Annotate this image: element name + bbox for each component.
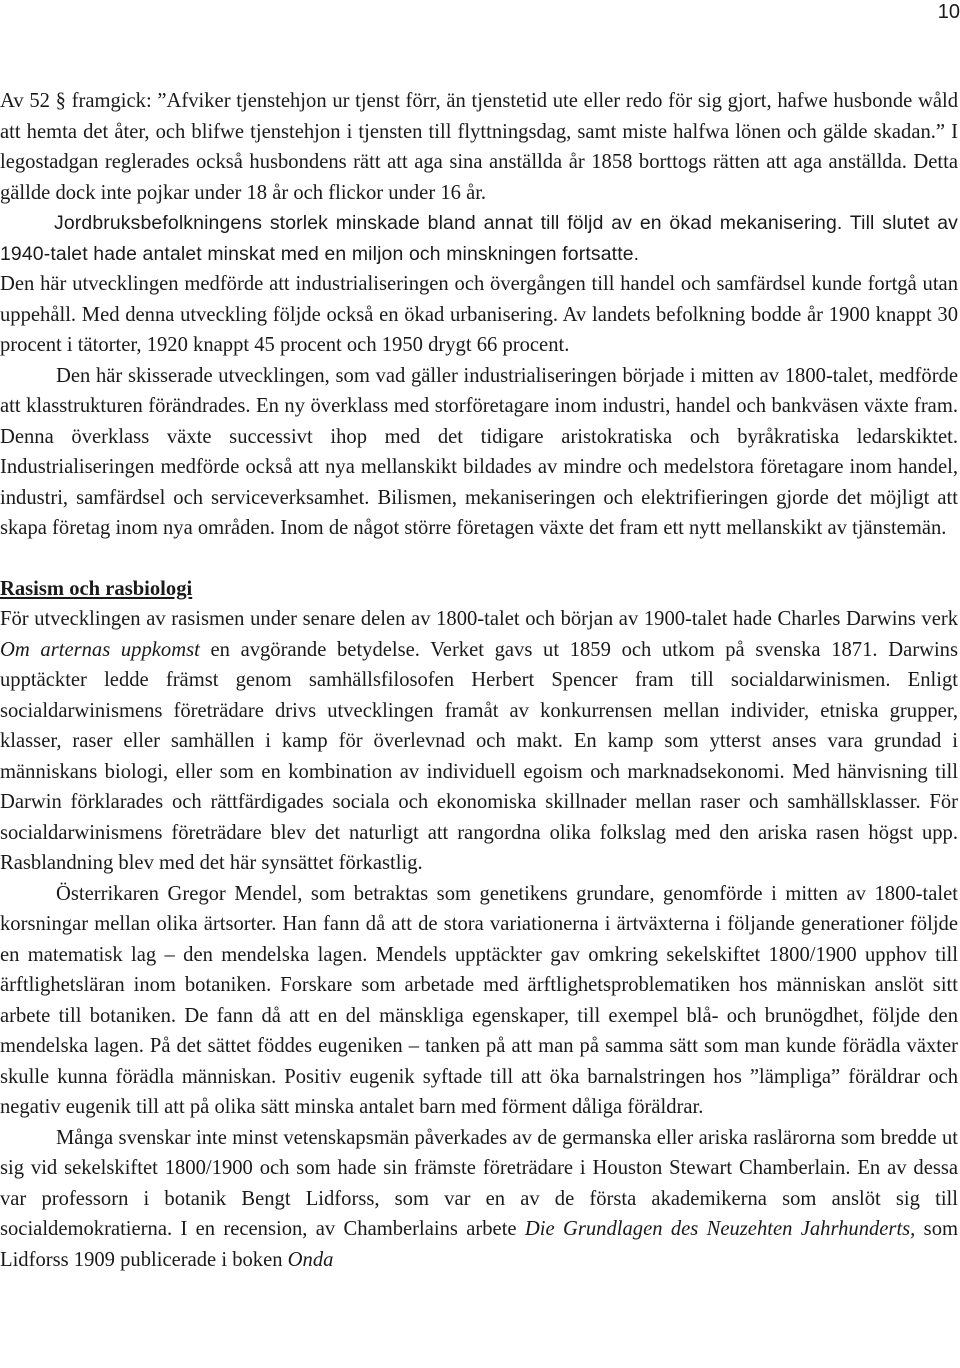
paragraph-urbanisering: Den här utvecklingen medförde att industrialiseringen och övergången till handel och samfärdsel kunde fortgå utan uppehåll. Med denna utveckling följde också en ökad urbanisering. Av landets befolkning bodde år 1900 knappt 30 procent i tätorter, 1920 knappt 45 procent och 1950 drygt 66 procent. <box>0 273 958 356</box>
text-span: Många svenskar inte minst vetenskapsmän påverkades av de germanska eller ariska raslärorna som bredde ut sig vid sekelskiftet 1800/1900 och som hade sin främste företrädare i Houston Stewart Chamberlain. En av dessa var professorn i botanik Bengt Lidforss, som var en av de första akademikerna som anslöt sig till socialdemokratierna. I en recension, av Chamberlains arbete <box>0 1126 958 1240</box>
paragraph-jordbruk-block <box>0 208 958 269</box>
book-title: Onda <box>287 1248 334 1271</box>
paragraph-mendel: Österrikaren Gregor Mendel, som betraktas som genetikens grundare, genomförde i mitten av 1800-talet korsningar mellan olika ärtsorter. Han fann då att de stora variationerna i ärtväxterna i följande generationer följde en matematisk lag – den mendelska lagen. Mendels upptäckter gav omkring sekelskiftet 1800/1900 upphov till ärftlighetsläran inom botaniken. Forskare som arbetade med ärftlighetsproblematiken hos människan anslöt sitt arbete till botaniken. De fann då att en del mänskliga egenskaper, till exempel blå- och brunögdhet, följde den mendelska lagen. På det sättet föddes eugeniken – tanken på att man på samma sätt som man kunde förädla växter skulle kunna förädla människan. Positiv eugenik syftade till att öka barnalstringen hos ”lämpliga” föräldrar och negativ eugenik till att på olika sätt minska antalet barn med förment dåliga föräldrar. <box>0 882 958 1118</box>
paragraph-darwin <box>0 604 958 879</box>
document-body <box>0 86 958 1275</box>
paragraph-legostadga: Av 52 § framgick: ”Afviker tjenstehjon ur tjenst förr, än tjenstetid ute eller redo för sig gjort, hafwe husbonde wåld att hemta det åter, och blifwe tjenstehjon i tjensten till flyttningsdag, samt miste halfwa lönen och gälde skadan.” I legostadgan reglerades också husbondens rätt att aga sina anställda år 1858 borttogs rätten att aga anställda. Detta gällde dock inte pojkar under 18 år och flickor under 16 år. <box>0 90 958 204</box>
page-number: 10 <box>937 1 960 23</box>
book-title: Om arternas uppkomst <box>0 638 200 661</box>
paragraph-klasstruktur: Den här skisserade utvecklingen, som vad gäller industrialiseringen började i mitten av 1800-talet, medförde att klasstrukturen förändrades. En ny överklass med storföretagare inom industri, handel och bankväsen växte fram. Denna överklass växte successivt ihop med det tidigare aristokratiska och byråkratiska ledarskiktet. Industrialiseringen medförde också att nya mellanskikt bildades av mindre och medelstora företagare inom handel, industri, samfärdsel och serviceverksamhet. Bilismen, mekaniseringen och elektrifieringen gjorde det möjligt att skapa företag inom nya områden. Inom de något större företagen växte det fram ett nytt mellanskikt av tjänstemän. <box>0 364 958 539</box>
text-span: en avgörande betydelse. Verket gavs ut 1859 och utkom på svenska 1871. Darwins upptäckter ledde främst genom samhällsfilosofen Herbert Spencer fram till socialdarwinismen. Enligt socialdarwinismens företrädare drivs utvecklingen framåt av konkurrensen mellan individer, etniska grupper, klasser, raser eller samhällen i kamp för överlevnad och makt. En kamp som ytterst anses vara grundad i människans biologi, eller som en kombination av individuell egoism och marknadsekonomi. Med hänvisning till Darwin förklarades och rättfärdigades sociala och ekonomiska skillnader mellan raser och samhällsklasser. För socialdarwinismens företrädare blev det naturligt att rangordna olika folkslag med den ariska rasen högst upp. Rasblandning blev med det här synsättet förkastlig. <box>0 638 958 874</box>
paragraph-jordbruk: Jordbruksbefolkningens storlek minskade bland annat till följd av en ökad mekanisering. Till slutet av 1940-talet hade antalet minskat med en miljon och minskningen fortsatte. <box>0 212 958 265</box>
text-span: som Lidforss 1909 publicerade i boken <box>0 1218 959 1271</box>
book-title: Die Grundlagen des Neuzehten Jahrhunderts, <box>524 1218 916 1240</box>
section-heading: Rasism och rasbiologi <box>0 577 193 600</box>
text-span: För utvecklingen av rasismen under senare delen av 1800-talet och början av 1900-talet hade Charles Darwins verk <box>0 608 958 630</box>
paragraph-chamberlain <box>0 1123 958 1276</box>
